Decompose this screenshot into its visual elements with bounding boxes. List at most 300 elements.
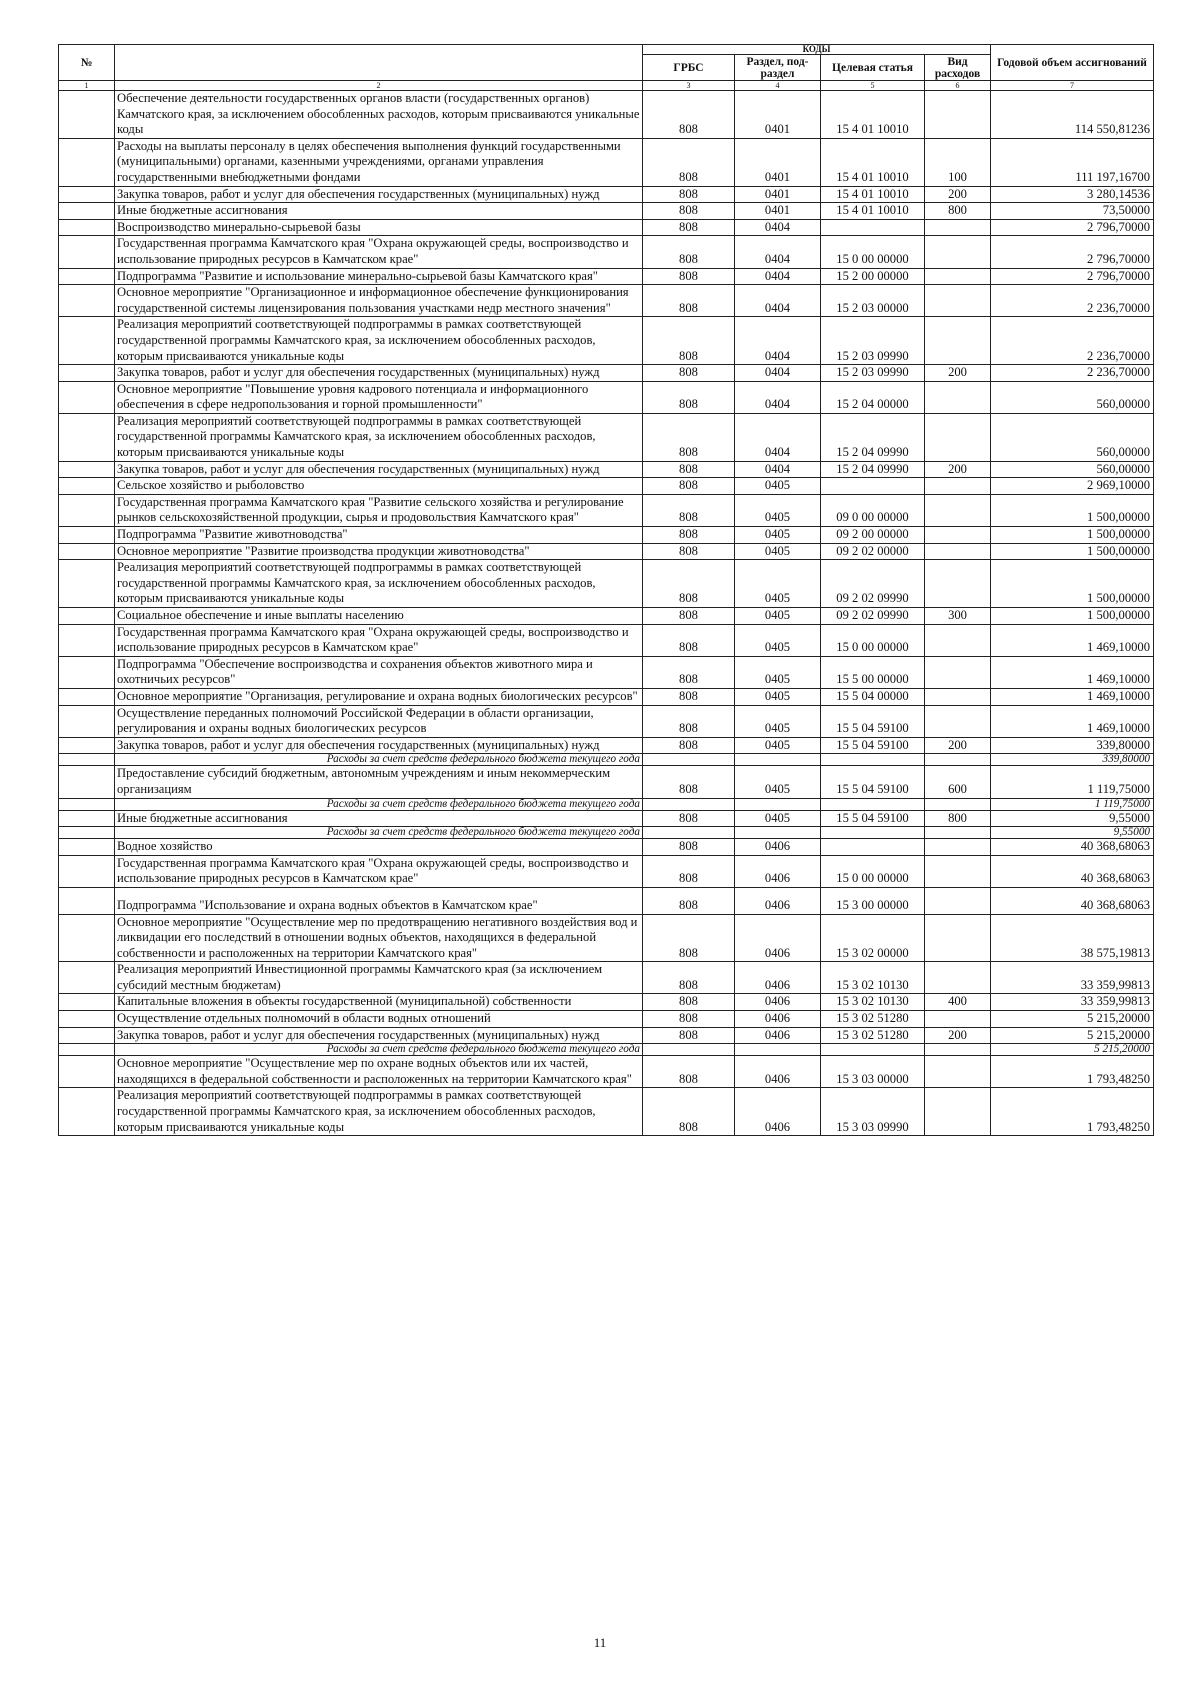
row-target-cell: 15 3 03 09990 bbox=[821, 1088, 925, 1136]
table-row bbox=[59, 543, 1154, 560]
table-row bbox=[59, 236, 1154, 268]
row-number-cell bbox=[59, 1044, 115, 1056]
row-number-cell bbox=[59, 962, 115, 994]
row-expense-type-cell bbox=[925, 560, 991, 608]
row-section-cell: 0404 bbox=[735, 381, 821, 413]
row-target-cell: 15 2 04 09990 bbox=[821, 413, 925, 461]
row-expense-type-cell bbox=[925, 285, 991, 317]
row-section-cell: 0406 bbox=[735, 1027, 821, 1044]
row-expense-type-cell bbox=[925, 543, 991, 560]
row-grbs-cell bbox=[643, 1044, 735, 1056]
row-amount-cell: 2 969,10000 bbox=[991, 478, 1154, 495]
table-row bbox=[59, 413, 1154, 461]
row-expense-type-cell: 400 bbox=[925, 994, 991, 1011]
row-expense-type-cell bbox=[925, 855, 991, 887]
row-target-cell: 15 2 04 09990 bbox=[821, 461, 925, 478]
row-target-cell: 15 4 01 10010 bbox=[821, 138, 925, 186]
col-number-1: 1 bbox=[59, 81, 115, 91]
header-annual: Годовой объем ассигнований bbox=[991, 45, 1154, 81]
row-target-cell: 15 3 02 51280 bbox=[821, 1027, 925, 1044]
table-row bbox=[59, 381, 1154, 413]
row-target-cell: 15 3 02 10130 bbox=[821, 994, 925, 1011]
row-number-cell bbox=[59, 560, 115, 608]
row-grbs-cell: 808 bbox=[643, 91, 735, 139]
row-expense-type-cell: 600 bbox=[925, 766, 991, 798]
row-amount-cell: 3 280,14536 bbox=[991, 186, 1154, 203]
row-number-cell bbox=[59, 737, 115, 754]
row-name-cell: Расходы за счет средств федерального бюджета текущего года bbox=[115, 1044, 643, 1056]
row-number-cell bbox=[59, 478, 115, 495]
row-name-cell: Подпрограмма "Развитие и использование минерально-сырьевой базы Камчатского края" bbox=[115, 268, 643, 285]
row-grbs-cell: 808 bbox=[643, 914, 735, 962]
row-amount-cell: 5 215,20000 bbox=[991, 1044, 1154, 1056]
row-number-cell bbox=[59, 317, 115, 365]
table-row bbox=[59, 914, 1154, 962]
row-name-cell: Основное мероприятие "Развитие производства продукции животноводства" bbox=[115, 543, 643, 560]
row-name-cell: Расходы за счет средств федерального бюджета текущего года bbox=[115, 827, 643, 839]
row-grbs-cell: 808 bbox=[643, 285, 735, 317]
row-expense-type-cell: 800 bbox=[925, 203, 991, 220]
row-number-cell bbox=[59, 688, 115, 705]
table-row bbox=[59, 624, 1154, 656]
row-expense-type-cell bbox=[925, 236, 991, 268]
row-number-cell bbox=[59, 186, 115, 203]
row-target-cell: 15 5 04 59100 bbox=[821, 737, 925, 754]
row-expense-type-cell bbox=[925, 962, 991, 994]
row-expense-type-cell bbox=[925, 839, 991, 856]
row-section-cell: 0405 bbox=[735, 543, 821, 560]
row-amount-cell: 40 368,68063 bbox=[991, 855, 1154, 887]
row-grbs-cell: 808 bbox=[643, 1011, 735, 1028]
row-expense-type-cell: 300 bbox=[925, 608, 991, 625]
row-expense-type-cell bbox=[925, 754, 991, 766]
row-name-cell: Основное мероприятие "Организация, регулирование и охрана водных биологических ресурсов" bbox=[115, 688, 643, 705]
table-row bbox=[59, 688, 1154, 705]
row-expense-type-cell: 800 bbox=[925, 810, 991, 827]
row-amount-cell: 2 236,70000 bbox=[991, 317, 1154, 365]
row-target-cell: 09 2 02 00000 bbox=[821, 543, 925, 560]
row-number-cell bbox=[59, 608, 115, 625]
row-amount-cell: 5 215,20000 bbox=[991, 1027, 1154, 1044]
row-grbs-cell: 808 bbox=[643, 138, 735, 186]
row-amount-cell: 2 236,70000 bbox=[991, 285, 1154, 317]
row-target-cell: 09 2 00 00000 bbox=[821, 527, 925, 544]
row-grbs-cell: 808 bbox=[643, 413, 735, 461]
row-number-cell bbox=[59, 624, 115, 656]
row-amount-cell: 2 236,70000 bbox=[991, 365, 1154, 382]
row-target-cell: 15 0 00 00000 bbox=[821, 624, 925, 656]
row-grbs-cell: 808 bbox=[643, 381, 735, 413]
page-number: 11 bbox=[593, 1635, 607, 1650]
row-amount-cell: 40 368,68063 bbox=[991, 839, 1154, 856]
row-amount-cell: 1 793,48250 bbox=[991, 1056, 1154, 1088]
row-expense-type-cell bbox=[925, 1056, 991, 1088]
row-section-cell: 0406 bbox=[735, 1056, 821, 1088]
row-name-cell: Закупка товаров, работ и услуг для обеспечения государственных (муниципальных) нужд bbox=[115, 461, 643, 478]
row-grbs-cell bbox=[643, 798, 735, 810]
row-number-cell bbox=[59, 138, 115, 186]
row-target-cell bbox=[821, 1044, 925, 1056]
row-target-cell: 15 5 04 00000 bbox=[821, 688, 925, 705]
row-number-cell bbox=[59, 461, 115, 478]
row-section-cell: 0406 bbox=[735, 1011, 821, 1028]
row-name-cell: Подпрограмма "Использование и охрана водных объектов в Камчатском крае" bbox=[115, 887, 643, 914]
row-amount-cell: 1 500,00000 bbox=[991, 560, 1154, 608]
row-target-cell: 15 4 01 10010 bbox=[821, 91, 925, 139]
table-row bbox=[59, 461, 1154, 478]
row-name-cell: Осуществление отдельных полномочий в области водных отношений bbox=[115, 1011, 643, 1028]
row-amount-cell: 5 215,20000 bbox=[991, 1011, 1154, 1028]
row-amount-cell: 339,80000 bbox=[991, 754, 1154, 766]
row-section-cell: 0405 bbox=[735, 494, 821, 526]
row-expense-type-cell bbox=[925, 478, 991, 495]
row-expense-type-cell bbox=[925, 827, 991, 839]
row-expense-type-cell: 200 bbox=[925, 186, 991, 203]
row-number-cell bbox=[59, 798, 115, 810]
row-name-cell: Реализация мероприятий соответствующей подпрограммы в рамках соответствующей государственной программы Камчатского края, за исключением обособленных расходов, которым присваиваются уникальные коды bbox=[115, 413, 643, 461]
table-row bbox=[59, 994, 1154, 1011]
row-grbs-cell: 808 bbox=[643, 839, 735, 856]
row-number-cell bbox=[59, 887, 115, 914]
row-grbs-cell: 808 bbox=[643, 236, 735, 268]
row-grbs-cell: 808 bbox=[643, 1027, 735, 1044]
row-number-cell bbox=[59, 494, 115, 526]
row-section-cell: 0404 bbox=[735, 365, 821, 382]
table-row bbox=[59, 365, 1154, 382]
col-number-6: 6 bbox=[925, 81, 991, 91]
row-amount-cell: 9,55000 bbox=[991, 810, 1154, 827]
row-expense-type-cell: 200 bbox=[925, 461, 991, 478]
row-name-cell: Расходы за счет средств федерального бюджета текущего года bbox=[115, 754, 643, 766]
row-section-cell bbox=[735, 1044, 821, 1056]
row-amount-cell: 1 793,48250 bbox=[991, 1088, 1154, 1136]
row-grbs-cell: 808 bbox=[643, 624, 735, 656]
row-number-cell bbox=[59, 1088, 115, 1136]
row-number-cell bbox=[59, 1011, 115, 1028]
table-row bbox=[59, 839, 1154, 856]
row-name-cell: Государственная программа Камчатского края "Охрана окружающей среды, воспроизводство и использование природных ресурсов в Камчатском крае" bbox=[115, 236, 643, 268]
row-grbs-cell: 808 bbox=[643, 478, 735, 495]
row-expense-type-cell bbox=[925, 494, 991, 526]
row-target-cell: 09 2 02 09990 bbox=[821, 560, 925, 608]
row-amount-cell: 111 197,16700 bbox=[991, 138, 1154, 186]
row-grbs-cell: 808 bbox=[643, 186, 735, 203]
row-grbs-cell: 808 bbox=[643, 494, 735, 526]
table-row bbox=[59, 1088, 1154, 1136]
table-row bbox=[59, 962, 1154, 994]
row-amount-cell: 2 796,70000 bbox=[991, 268, 1154, 285]
row-section-cell: 0405 bbox=[735, 766, 821, 798]
row-target-cell bbox=[821, 754, 925, 766]
row-amount-cell: 2 796,70000 bbox=[991, 219, 1154, 236]
row-name-cell: Иные бюджетные ассигнования bbox=[115, 810, 643, 827]
row-grbs-cell: 808 bbox=[643, 855, 735, 887]
row-target-cell bbox=[821, 839, 925, 856]
row-grbs-cell: 808 bbox=[643, 560, 735, 608]
row-grbs-cell: 808 bbox=[643, 688, 735, 705]
row-expense-type-cell bbox=[925, 1011, 991, 1028]
row-target-cell: 15 3 03 00000 bbox=[821, 1056, 925, 1088]
row-section-cell: 0404 bbox=[735, 236, 821, 268]
row-number-cell bbox=[59, 527, 115, 544]
row-target-cell: 15 3 02 10130 bbox=[821, 962, 925, 994]
row-name-cell: Государственная программа Камчатского края "Охрана окружающей среды, воспроизводство и использование природных ресурсов в Камчатском крае" bbox=[115, 855, 643, 887]
row-target-cell bbox=[821, 827, 925, 839]
row-number-cell bbox=[59, 766, 115, 798]
table-row bbox=[59, 494, 1154, 526]
row-amount-cell: 38 575,19813 bbox=[991, 914, 1154, 962]
row-amount-cell: 1 500,00000 bbox=[991, 494, 1154, 526]
row-section-cell: 0401 bbox=[735, 203, 821, 220]
row-expense-type-cell bbox=[925, 887, 991, 914]
federal-subrow bbox=[59, 827, 1154, 839]
table-row bbox=[59, 1027, 1154, 1044]
row-target-cell: 15 3 02 00000 bbox=[821, 914, 925, 962]
table-row bbox=[59, 203, 1154, 220]
row-expense-type-cell bbox=[925, 1088, 991, 1136]
row-expense-type-cell bbox=[925, 381, 991, 413]
row-grbs-cell: 808 bbox=[643, 543, 735, 560]
table-row bbox=[59, 560, 1154, 608]
table-row bbox=[59, 91, 1154, 139]
row-amount-cell: 1 500,00000 bbox=[991, 543, 1154, 560]
col-number-2: 2 bbox=[115, 81, 643, 91]
row-name-cell: Реализация мероприятий Инвестиционной программы Камчатского края (за исключением субсидий местным бюджетам) bbox=[115, 962, 643, 994]
row-section-cell: 0405 bbox=[735, 527, 821, 544]
row-amount-cell: 114 550,81236 bbox=[991, 91, 1154, 139]
row-expense-type-cell bbox=[925, 624, 991, 656]
row-amount-cell: 1 119,75000 bbox=[991, 766, 1154, 798]
row-amount-cell: 9,55000 bbox=[991, 827, 1154, 839]
row-name-cell: Основное мероприятие "Повышение уровня кадрового потенциала и информационного обеспечения в сфере недропользования и горной промышленности" bbox=[115, 381, 643, 413]
row-number-cell bbox=[59, 203, 115, 220]
row-amount-cell: 1 119,75000 bbox=[991, 798, 1154, 810]
row-number-cell bbox=[59, 705, 115, 737]
table-row bbox=[59, 219, 1154, 236]
row-number-cell bbox=[59, 413, 115, 461]
row-section-cell: 0404 bbox=[735, 317, 821, 365]
row-expense-type-cell bbox=[925, 219, 991, 236]
table-row bbox=[59, 608, 1154, 625]
row-expense-type-cell bbox=[925, 317, 991, 365]
federal-subrow bbox=[59, 754, 1154, 766]
row-target-cell: 15 5 04 59100 bbox=[821, 810, 925, 827]
header-num: № bbox=[59, 45, 115, 81]
table-row bbox=[59, 656, 1154, 688]
row-expense-type-cell: 200 bbox=[925, 365, 991, 382]
table-row bbox=[59, 285, 1154, 317]
row-target-cell: 15 3 02 51280 bbox=[821, 1011, 925, 1028]
row-name-cell: Закупка товаров, работ и услуг для обеспечения государственных (муниципальных) нужд bbox=[115, 737, 643, 754]
row-grbs-cell: 808 bbox=[643, 656, 735, 688]
row-name-cell: Реализация мероприятий соответствующей подпрограммы в рамках соответствующей государственной программы Камчатского края, за исключением обособленных расходов, которым присваиваются уникальные коды bbox=[115, 317, 643, 365]
row-grbs-cell: 808 bbox=[643, 737, 735, 754]
row-target-cell: 15 3 00 00000 bbox=[821, 887, 925, 914]
table-row bbox=[59, 737, 1154, 754]
row-number-cell bbox=[59, 855, 115, 887]
row-number-cell bbox=[59, 219, 115, 236]
row-name-cell: Водное хозяйство bbox=[115, 839, 643, 856]
col-number-3: 3 bbox=[643, 81, 735, 91]
row-section-cell: 0404 bbox=[735, 268, 821, 285]
table-body bbox=[59, 91, 1154, 1136]
row-name-cell: Закупка товаров, работ и услуг для обеспечения государственных (муниципальных) нужд bbox=[115, 365, 643, 382]
row-number-cell bbox=[59, 994, 115, 1011]
row-name-cell: Осуществление переданных полномочий Российской Федерации в области организации, регулирования и охраны водных биологических ресурсов bbox=[115, 705, 643, 737]
row-amount-cell: 33 359,99813 bbox=[991, 962, 1154, 994]
table-row bbox=[59, 1011, 1154, 1028]
row-number-cell bbox=[59, 827, 115, 839]
row-grbs-cell: 808 bbox=[643, 317, 735, 365]
row-target-cell: 15 2 00 00000 bbox=[821, 268, 925, 285]
row-grbs-cell: 808 bbox=[643, 962, 735, 994]
row-number-cell bbox=[59, 1027, 115, 1044]
row-target-cell: 15 4 01 10010 bbox=[821, 203, 925, 220]
row-grbs-cell: 808 bbox=[643, 268, 735, 285]
row-target-cell bbox=[821, 219, 925, 236]
row-number-cell bbox=[59, 365, 115, 382]
header-expense-type: Вид расходов bbox=[925, 55, 991, 81]
row-name-cell: Основное мероприятие "Организационное и информационное обеспечение функционирования государственной системы лицензирования пользования участками недр местного значения" bbox=[115, 285, 643, 317]
row-number-cell bbox=[59, 810, 115, 827]
row-grbs-cell: 808 bbox=[643, 766, 735, 798]
row-name-cell: Предоставление субсидий бюджетным, автономным учреждениям и иным некоммерческим организациям bbox=[115, 766, 643, 798]
row-target-cell bbox=[821, 798, 925, 810]
row-amount-cell: 1 500,00000 bbox=[991, 527, 1154, 544]
row-amount-cell: 40 368,68063 bbox=[991, 887, 1154, 914]
row-amount-cell: 73,50000 bbox=[991, 203, 1154, 220]
row-expense-type-cell bbox=[925, 268, 991, 285]
row-number-cell bbox=[59, 236, 115, 268]
row-amount-cell: 560,00000 bbox=[991, 381, 1154, 413]
row-name-cell: Обеспечение деятельности государственных органов власти (государственных органов) Камчатского края, за исключением обособленных расходов, которым присваиваются уникальные коды bbox=[115, 91, 643, 139]
row-grbs-cell: 808 bbox=[643, 203, 735, 220]
row-section-cell: 0404 bbox=[735, 413, 821, 461]
row-section-cell: 0405 bbox=[735, 810, 821, 827]
row-name-cell: Воспроизводство минерально-сырьевой базы bbox=[115, 219, 643, 236]
row-expense-type-cell bbox=[925, 656, 991, 688]
row-number-cell bbox=[59, 381, 115, 413]
col-number-7: 7 bbox=[991, 81, 1154, 91]
row-expense-type-cell bbox=[925, 527, 991, 544]
row-grbs-cell: 808 bbox=[643, 527, 735, 544]
row-number-cell bbox=[59, 914, 115, 962]
table-row bbox=[59, 138, 1154, 186]
row-section-cell: 0406 bbox=[735, 855, 821, 887]
row-target-cell: 09 0 00 00000 bbox=[821, 494, 925, 526]
row-target-cell: 15 0 00 00000 bbox=[821, 855, 925, 887]
row-expense-type-cell: 200 bbox=[925, 1027, 991, 1044]
row-amount-cell: 560,00000 bbox=[991, 413, 1154, 461]
row-name-cell: Подпрограмма "Развитие животноводства" bbox=[115, 527, 643, 544]
row-expense-type-cell bbox=[925, 705, 991, 737]
row-grbs-cell: 808 bbox=[643, 887, 735, 914]
row-grbs-cell bbox=[643, 754, 735, 766]
row-amount-cell: 1 469,10000 bbox=[991, 624, 1154, 656]
row-name-cell: Реализация мероприятий соответствующей подпрограммы в рамках соответствующей государственной программы Камчатского края, за исключением обособленных расходов, которым присваиваются уникальные коды bbox=[115, 560, 643, 608]
table-row bbox=[59, 527, 1154, 544]
row-target-cell bbox=[821, 478, 925, 495]
row-section-cell: 0404 bbox=[735, 461, 821, 478]
row-name-cell: Государственная программа Камчатского края "Развитие сельского хозяйства и регулирование рынков сельскохозяйственной продукции, сырья и продовольствия Камчатского края" bbox=[115, 494, 643, 526]
table-row bbox=[59, 705, 1154, 737]
row-grbs-cell: 808 bbox=[643, 705, 735, 737]
row-target-cell: 15 2 03 09990 bbox=[821, 317, 925, 365]
table-row bbox=[59, 1056, 1154, 1088]
header-section: Раздел, под-раздел bbox=[735, 55, 821, 81]
row-name-cell: Социальное обеспечение и иные выплаты населению bbox=[115, 608, 643, 625]
row-amount-cell: 1 469,10000 bbox=[991, 705, 1154, 737]
row-grbs-cell: 808 bbox=[643, 810, 735, 827]
table-row bbox=[59, 317, 1154, 365]
table-row bbox=[59, 478, 1154, 495]
row-section-cell bbox=[735, 798, 821, 810]
row-grbs-cell: 808 bbox=[643, 365, 735, 382]
row-section-cell: 0405 bbox=[735, 624, 821, 656]
row-name-cell: Расходы на выплаты персоналу в целях обеспечения выполнения функций государственными (муниципальными) органами, казенными учреждениями, органами управления государственными внебюджетными фондами bbox=[115, 138, 643, 186]
table-row bbox=[59, 855, 1154, 887]
row-section-cell: 0405 bbox=[735, 608, 821, 625]
header-name bbox=[115, 45, 643, 81]
table-row bbox=[59, 766, 1154, 798]
budget-table bbox=[58, 44, 1154, 1136]
federal-subrow bbox=[59, 1044, 1154, 1056]
row-target-cell: 15 5 04 59100 bbox=[821, 766, 925, 798]
row-name-cell: Сельское хозяйство и рыболовство bbox=[115, 478, 643, 495]
row-target-cell: 15 2 04 00000 bbox=[821, 381, 925, 413]
row-section-cell: 0406 bbox=[735, 962, 821, 994]
header-grbs: ГРБС bbox=[643, 55, 735, 81]
row-section-cell: 0405 bbox=[735, 560, 821, 608]
row-name-cell: Основное мероприятие "Осуществление мер по предотвращению негативного воздействия вод и ликвидации его последствий в отношении водных объектов, находящихся в федеральной собственности и расположенных на территории Камчатского края" bbox=[115, 914, 643, 962]
table-row bbox=[59, 810, 1154, 827]
row-amount-cell: 339,80000 bbox=[991, 737, 1154, 754]
row-name-cell: Подпрограмма "Обеспечение воспроизводства и сохранения объектов животного мира и охотничьих ресурсов" bbox=[115, 656, 643, 688]
row-grbs-cell bbox=[643, 827, 735, 839]
row-name-cell: Иные бюджетные ассигнования bbox=[115, 203, 643, 220]
row-grbs-cell: 808 bbox=[643, 1088, 735, 1136]
row-name-cell: Государственная программа Камчатского края "Охрана окружающей среды, воспроизводство и использование природных ресурсов в Камчатском крае" bbox=[115, 624, 643, 656]
row-section-cell: 0406 bbox=[735, 887, 821, 914]
row-target-cell: 15 2 03 00000 bbox=[821, 285, 925, 317]
federal-subrow bbox=[59, 798, 1154, 810]
row-section-cell bbox=[735, 754, 821, 766]
row-target-cell: 15 5 00 00000 bbox=[821, 656, 925, 688]
row-section-cell: 0404 bbox=[735, 285, 821, 317]
row-number-cell bbox=[59, 1056, 115, 1088]
row-section-cell: 0401 bbox=[735, 186, 821, 203]
row-name-cell: Реализация мероприятий соответствующей подпрограммы в рамках соответствующей государственной программы Камчатского края, за исключением обособленных расходов, которым присваиваются уникальные коды bbox=[115, 1088, 643, 1136]
header-target: Целевая статья bbox=[821, 55, 925, 81]
row-number-cell bbox=[59, 839, 115, 856]
row-expense-type-cell bbox=[925, 688, 991, 705]
row-amount-cell: 560,00000 bbox=[991, 461, 1154, 478]
row-number-cell bbox=[59, 91, 115, 139]
row-section-cell: 0405 bbox=[735, 737, 821, 754]
row-section-cell: 0406 bbox=[735, 914, 821, 962]
row-expense-type-cell bbox=[925, 1044, 991, 1056]
row-section-cell bbox=[735, 827, 821, 839]
row-name-cell: Закупка товаров, работ и услуг для обеспечения государственных (муниципальных) нужд bbox=[115, 186, 643, 203]
row-expense-type-cell: 200 bbox=[925, 737, 991, 754]
row-amount-cell: 1 469,10000 bbox=[991, 656, 1154, 688]
row-number-cell bbox=[59, 543, 115, 560]
row-section-cell: 0401 bbox=[735, 91, 821, 139]
row-expense-type-cell: 100 bbox=[925, 138, 991, 186]
row-expense-type-cell bbox=[925, 413, 991, 461]
row-name-cell: Расходы за счет средств федерального бюджета текущего года bbox=[115, 798, 643, 810]
row-number-cell bbox=[59, 656, 115, 688]
